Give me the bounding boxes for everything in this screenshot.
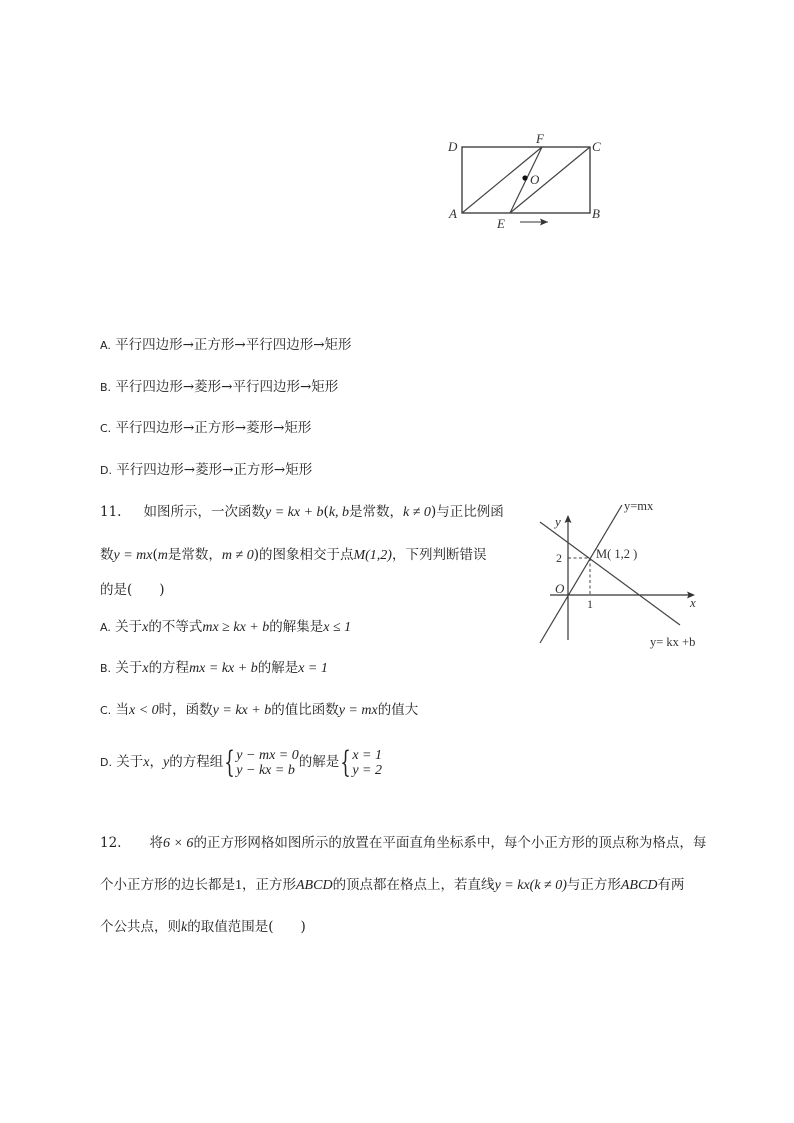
label-e: E (497, 216, 505, 231)
text: 是常数， (349, 504, 404, 520)
math: ABCD (296, 878, 333, 893)
text: 的正方形网格如图所示的放置在平面直角坐标系中，每个小正方形的顶点称为格点，每 (193, 835, 707, 851)
text: 关于 (116, 754, 144, 770)
q11-option-a (100, 617, 351, 638)
option-letter: A. (100, 621, 111, 634)
math: k, b (328, 505, 350, 520)
text: 的值大 (377, 702, 419, 718)
math: y = kx + b (212, 703, 272, 718)
q11-stem-line2 (100, 545, 486, 566)
text: )的图象相交于点 (253, 547, 354, 563)
solution-system (339, 746, 382, 780)
option-letter: B. (100, 381, 112, 394)
equation-system (223, 746, 299, 780)
text: 与正方形 (566, 877, 621, 893)
equation-line: y − mx = 0 (236, 748, 299, 763)
math: y = kx(k ≠ 0) (494, 878, 567, 893)
math: m ≠ 0 (221, 548, 254, 563)
math: ABCD (620, 878, 658, 893)
question-number: 12. (100, 835, 122, 851)
text: 个公共点，则 (100, 919, 181, 935)
label-o: O (530, 172, 540, 187)
text: 的不等式 (148, 619, 203, 635)
q10-option-c (100, 418, 311, 439)
label-y-mx: y=mx (624, 499, 654, 513)
text: 关于 (115, 619, 143, 635)
math: k (181, 920, 188, 935)
option-text: 平行四边形→正方形→平行四边形→矩形 (115, 337, 352, 353)
q11-option-b (100, 658, 328, 679)
q12-stem-line3 (100, 917, 306, 938)
text: 的解集是 (269, 619, 324, 635)
label-origin: O (555, 581, 565, 596)
label-tick-1: 1 (587, 597, 593, 611)
text: ， (149, 754, 163, 770)
q12-stem-line2 (100, 875, 684, 896)
math: x (142, 661, 149, 676)
text: )与正比例函 (430, 504, 504, 520)
math: mx ≥ kx + b (202, 620, 270, 635)
option-letter: D. (100, 756, 112, 769)
math: 1 (235, 878, 242, 893)
text: 的是( ) (100, 582, 165, 598)
text: 数 (100, 547, 114, 563)
math: y = mx (113, 548, 153, 563)
option-letter: C. (100, 704, 112, 717)
option-letter: C. (100, 422, 112, 435)
option-letter: B. (100, 662, 112, 675)
text: 是常数， (167, 547, 222, 563)
text: 个小正方形的边长都是 (100, 877, 235, 893)
math: y (162, 755, 170, 770)
text: 有两 (657, 877, 685, 893)
text: 的取值范围是( ) (187, 919, 306, 935)
text: 的方程 (148, 660, 190, 676)
figure-rectangle-moving-point (440, 130, 615, 235)
text: 时，函数 (158, 702, 213, 718)
q11-option-d (100, 745, 382, 780)
math: x (142, 620, 149, 635)
text: 的顶点都在格点上，若直线 (332, 877, 495, 893)
math: 6 × 6 (162, 836, 194, 851)
segment-ec (510, 147, 590, 213)
q10-option-b (100, 377, 338, 398)
math: x = 1 (298, 661, 328, 676)
math: M(1,2) (353, 548, 392, 563)
q11-stem-line3 (100, 580, 165, 600)
equation-line: x = 1 (352, 748, 382, 763)
math: m (157, 548, 168, 563)
math: mx = kx + b (189, 661, 258, 676)
point-o (522, 175, 527, 180)
label-f: F (536, 131, 544, 146)
math: y = mx (338, 703, 378, 718)
line-y-kx-b (540, 522, 680, 625)
q10-option-d (100, 460, 312, 481)
left-brace: { (224, 745, 236, 780)
text: 的值比函数 (271, 702, 339, 718)
q12-stem-line1 (100, 833, 706, 854)
label-d: D (448, 139, 458, 154)
label-x-axis: x (690, 595, 696, 610)
q10-option-a (100, 335, 352, 356)
text: ，下列判断错误 (391, 547, 487, 563)
option-letter: D. (100, 464, 112, 477)
text: 当 (115, 702, 129, 718)
label-tick-2: 2 (556, 551, 562, 565)
math: y = kx + b (264, 505, 324, 520)
text: ( (152, 547, 158, 563)
math: x (143, 755, 150, 770)
math: x < 0 (128, 703, 159, 718)
equation-line: y = 2 (352, 763, 382, 778)
equation-line: y − kx = b (236, 763, 295, 778)
label-y-kx-b: y= kx +b (650, 635, 696, 649)
option-text: 平行四边形→正方形→菱形→矩形 (115, 420, 312, 436)
q11-option-c (100, 700, 418, 721)
text: 将 (149, 835, 163, 851)
math: x ≤ 1 (323, 620, 352, 635)
text: 关于 (115, 660, 143, 676)
text: 的解是 (298, 754, 340, 770)
q11-stem-line1 (100, 502, 504, 523)
text: ，正方形 (242, 877, 296, 893)
option-text: 平行四边形→菱形→平行四边形→矩形 (115, 379, 339, 395)
left-brace: { (340, 745, 352, 780)
label-a: A (449, 206, 457, 221)
label-point-m: M( 1,2 ) (596, 547, 638, 561)
text: 的解是 (257, 660, 299, 676)
label-b: B (592, 206, 600, 221)
text: ( (323, 504, 329, 520)
option-letter: A. (100, 339, 111, 352)
option-text: 平行四边形→菱形→正方形→矩形 (116, 462, 313, 478)
label-y-axis: y (555, 514, 561, 529)
label-c: C (592, 139, 601, 154)
math: k ≠ 0 (403, 505, 431, 520)
figure-two-lines-graph (530, 495, 730, 655)
text: 如图所示，一次函数 (143, 504, 265, 520)
question-number: 11. (100, 504, 122, 520)
text: 的方程组 (169, 754, 224, 770)
